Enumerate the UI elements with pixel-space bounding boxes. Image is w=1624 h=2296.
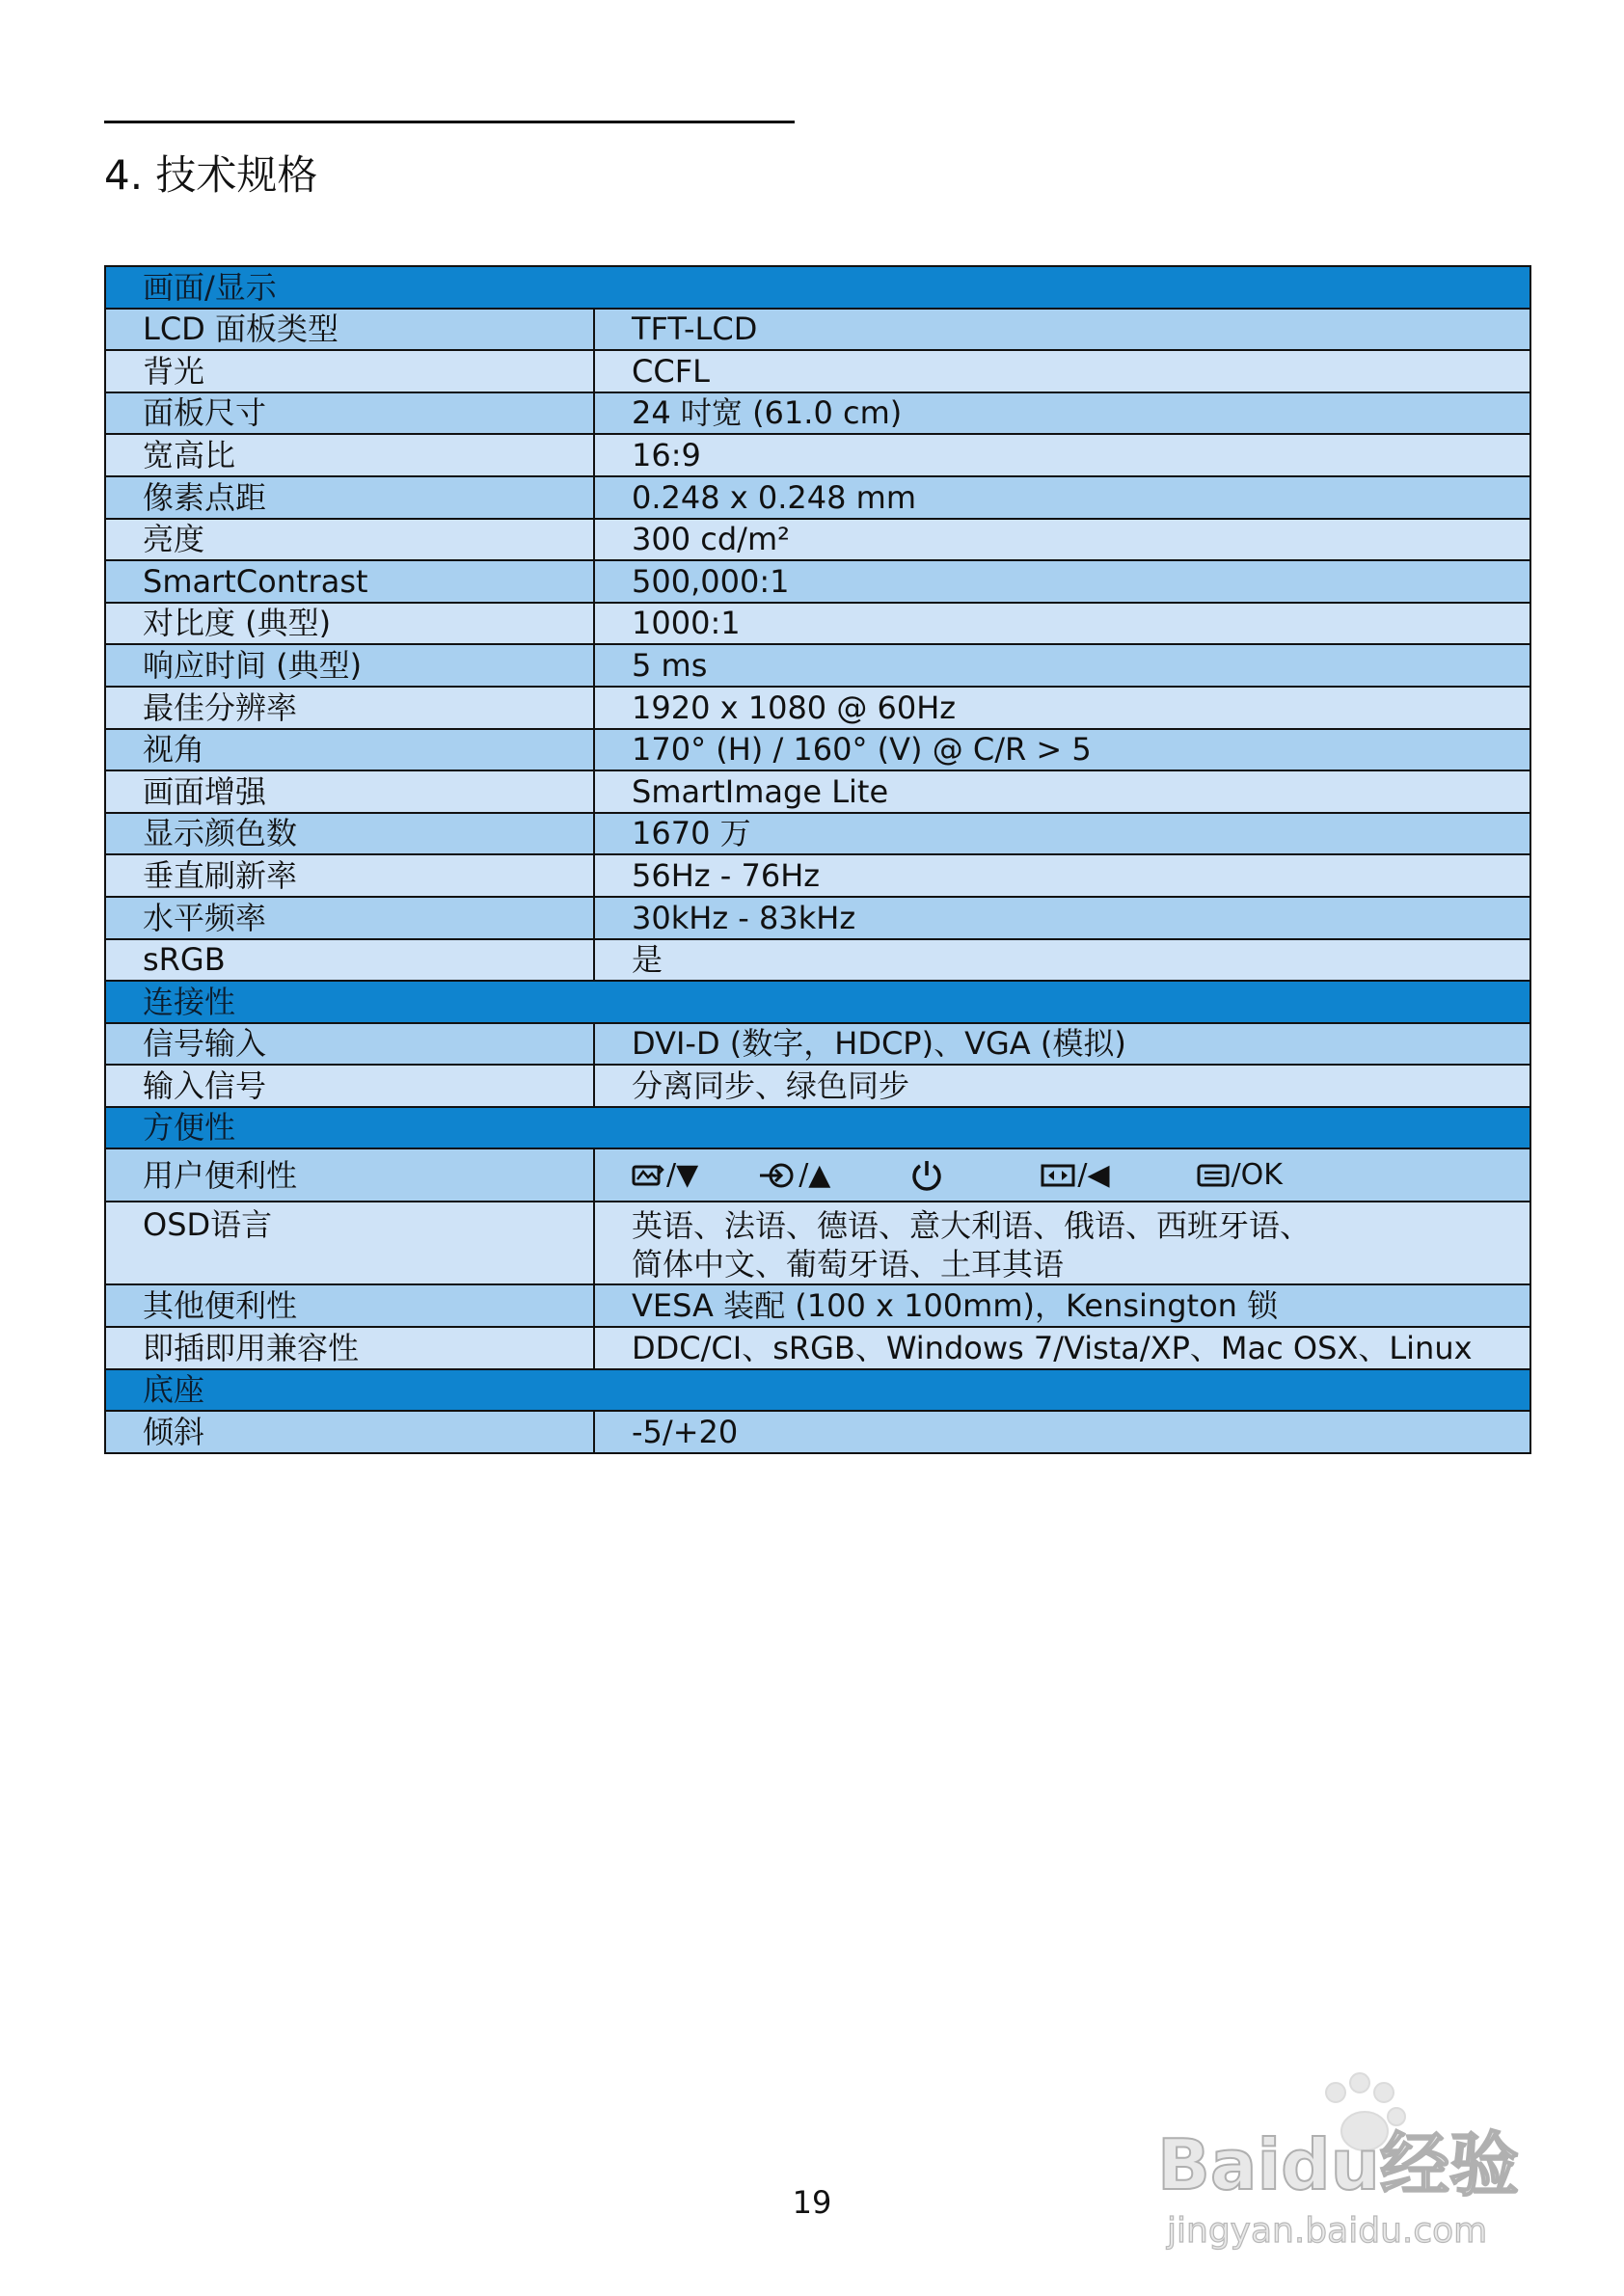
osd-languages-line-1: 英语、法语、德语、意大利语、俄语、西班牙语、 <box>632 1207 1312 1245</box>
table-row <box>105 897 1530 939</box>
spec-value <box>594 1202 1530 1284</box>
spec-label: 响应时间 (典型) <box>105 644 594 687</box>
section-header-stand <box>105 1369 1530 1412</box>
spec-value: 0.248 x 0.248 mm <box>594 476 1530 519</box>
section-title: 连接性 <box>105 981 1530 1023</box>
spec-label: OSD语言 <box>105 1202 594 1284</box>
control-arrow-up: /▲ <box>798 1157 831 1192</box>
table-row <box>105 1327 1530 1369</box>
table-row <box>105 687 1530 729</box>
spec-label: 其他便利性 <box>105 1284 594 1327</box>
spec-value: 1000:1 <box>594 603 1530 645</box>
control-icons <box>632 1149 1529 1201</box>
section-title: 画面/显示 <box>105 266 1530 309</box>
spec-value: 56Hz - 76Hz <box>594 854 1530 897</box>
control-menu <box>1197 1158 1285 1193</box>
menu-icon <box>1197 1163 1230 1188</box>
spec-label: 显示颜色数 <box>105 813 594 855</box>
spec-value: DDC/CI、sRGB、Windows 7/Vista/XP、Mac OSX、Linux <box>594 1327 1530 1369</box>
table-row <box>105 1411 1530 1453</box>
table-row <box>105 1284 1530 1327</box>
table-row <box>105 1148 1530 1202</box>
spec-value: 1920 x 1080 @ 60Hz <box>594 687 1530 729</box>
section-header-display <box>105 266 1530 309</box>
table-row <box>105 729 1530 771</box>
spec-value: 是 <box>594 939 1530 982</box>
smartimage-icon <box>632 1162 664 1189</box>
spec-label: 画面增强 <box>105 770 594 813</box>
osd-languages-line-2: 简体中文、葡萄牙语、土耳其语 <box>632 1246 1065 1283</box>
table-row <box>105 603 1530 645</box>
spec-label: 宽高比 <box>105 434 594 476</box>
spec-label: 输入信号 <box>105 1065 594 1107</box>
table-row <box>105 434 1530 476</box>
control-arrow-down: /▼ <box>666 1157 699 1192</box>
spec-label: 用户便利性 <box>105 1148 594 1202</box>
table-row <box>105 392 1530 435</box>
control-arrow-left: /◀ <box>1077 1157 1110 1192</box>
spec-value-controls <box>594 1148 1530 1202</box>
top-rule <box>104 121 795 123</box>
auto-adjust-icon <box>1041 1162 1075 1189</box>
spec-label: sRGB <box>105 939 594 982</box>
spec-label: 亮度 <box>105 519 594 561</box>
spec-value: 5 ms <box>594 644 1530 687</box>
table-row <box>105 770 1530 813</box>
section-header-connectivity <box>105 981 1530 1023</box>
spec-value: 16:9 <box>594 434 1530 476</box>
spec-value: SmartImage Lite <box>594 770 1530 813</box>
spec-label: LCD 面板类型 <box>105 309 594 351</box>
spec-label: 对比度 (典型) <box>105 603 594 645</box>
section-title: 方便性 <box>105 1107 1530 1149</box>
table-row <box>105 309 1530 351</box>
table-row <box>105 854 1530 897</box>
control-ok: /OK <box>1231 1157 1283 1192</box>
page-title: 4. 技术规格 <box>104 151 318 199</box>
table-row <box>105 560 1530 603</box>
spec-value: 300 cd/m² <box>594 519 1530 561</box>
spec-value: 30kHz - 83kHz <box>594 897 1530 939</box>
spec-value: 170° (H) / 160° (V) @ C/R > 5 <box>594 729 1530 771</box>
spec-label: 水平频率 <box>105 897 594 939</box>
spec-label: SmartContrast <box>105 560 594 603</box>
table-row <box>105 813 1530 855</box>
input-icon <box>758 1161 797 1190</box>
spec-value: DVI-D (数字，HDCP)、VGA (模拟) <box>594 1023 1530 1066</box>
spec-value: 1670 万 <box>594 813 1530 855</box>
table-row <box>105 1023 1530 1066</box>
spec-label: 背光 <box>105 350 594 392</box>
table-row <box>105 519 1530 561</box>
baidu-watermark-logo <box>1157 2064 1543 2256</box>
watermark-brand: Baidu经验 <box>1157 2124 1519 2205</box>
table-row <box>105 1065 1530 1107</box>
spec-value: 500,000:1 <box>594 560 1530 603</box>
control-auto <box>1041 1158 1111 1193</box>
spec-label: 倾斜 <box>105 1411 594 1453</box>
spec-value: 24 吋宽 (61.0 cm) <box>594 392 1530 435</box>
power-icon <box>909 1158 944 1193</box>
spec-value: -5/+20 <box>594 1411 1530 1453</box>
spec-value: 分离同步、绿色同步 <box>594 1065 1530 1107</box>
table-row <box>105 939 1530 982</box>
spec-table <box>104 265 1531 1454</box>
spec-label: 最佳分辨率 <box>105 687 594 729</box>
table-row <box>105 1202 1530 1284</box>
spec-label: 视角 <box>105 729 594 771</box>
table-row <box>105 350 1530 392</box>
control-power <box>909 1158 948 1193</box>
spec-value: CCFL <box>594 350 1530 392</box>
spec-label: 垂直刷新率 <box>105 854 594 897</box>
spec-value: VESA 装配 (100 x 100mm)，Kensington 锁 <box>594 1284 1530 1327</box>
spec-label: 面板尺寸 <box>105 392 594 435</box>
spec-label: 即插即用兼容性 <box>105 1327 594 1369</box>
section-title: 底座 <box>105 1369 1530 1412</box>
table-row <box>105 476 1530 519</box>
section-header-convenience <box>105 1107 1530 1149</box>
control-smartimage <box>632 1158 700 1193</box>
spec-label: 像素点距 <box>105 476 594 519</box>
control-input <box>758 1158 832 1193</box>
spec-value: TFT-LCD <box>594 309 1530 351</box>
table-row <box>105 644 1530 687</box>
page-number: 19 <box>792 2184 832 2221</box>
spec-label: 信号输入 <box>105 1023 594 1066</box>
watermark-url: jingyan.baidu.com <box>1167 2211 1488 2251</box>
